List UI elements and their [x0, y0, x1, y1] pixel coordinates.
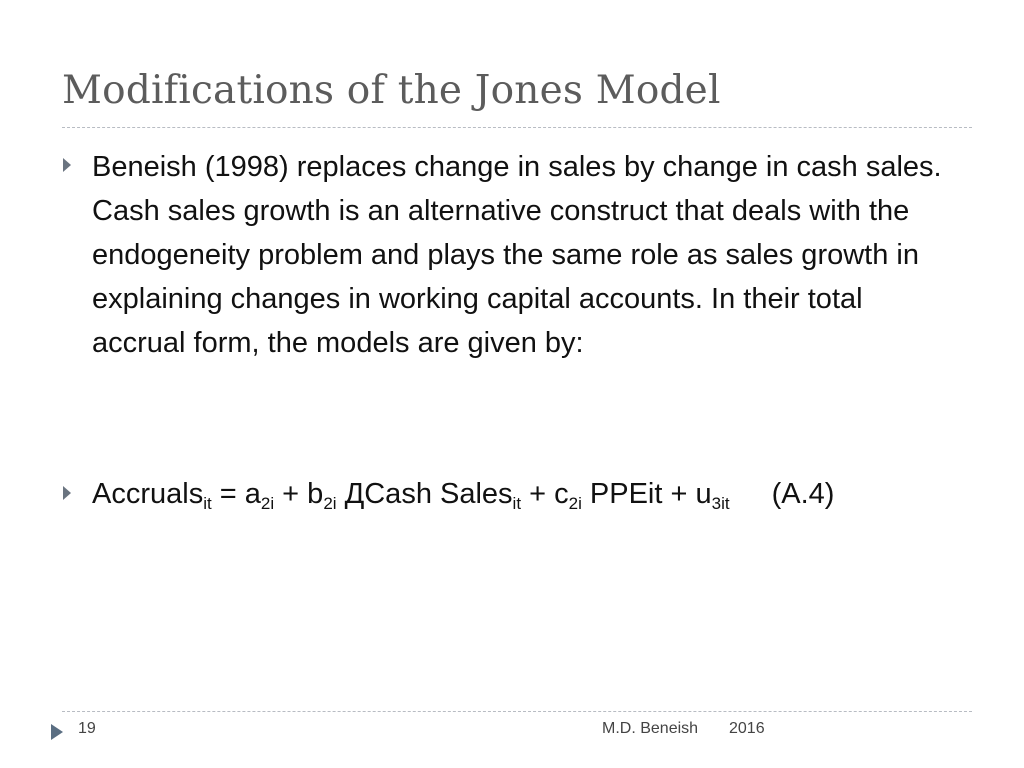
equation-term: + c — [521, 478, 569, 510]
footer-year: 2016 — [729, 720, 765, 737]
equation-term: + b — [274, 478, 324, 510]
title-divider — [62, 127, 972, 128]
bullet-arrow-icon — [62, 485, 72, 501]
equation-subscript: 3it — [711, 494, 730, 513]
equation-term: PPEit + u — [581, 478, 712, 510]
page-number: 19 — [78, 720, 96, 737]
equation-subscript: it — [512, 494, 522, 513]
equation-term: ДCash Sales — [336, 478, 513, 510]
slide-title: Modifications of the Jones Model — [62, 68, 721, 113]
equation-accruals: Accruals — [92, 478, 204, 510]
footer-divider — [62, 711, 972, 712]
footer-triangle-icon — [50, 723, 64, 746]
equation-line — [92, 472, 992, 516]
equation-subscript: 2i — [323, 494, 337, 513]
equation-subscript: 2i — [260, 494, 275, 513]
equation-number: (A.4) — [771, 478, 835, 510]
equation-term: = a — [211, 478, 261, 510]
bullet-text-1: Beneish (1998) replaces change in sales by change in cash sales. Cash sales growth is an alternative construct that deals with the endogeneity problem and plays the same role as sales growth in explaining changes in working capital accounts. In their total accrual form, the models are given by: — [92, 151, 942, 359]
bullet-arrow-icon — [62, 157, 72, 173]
footer-author: M.D. Beneish — [602, 720, 699, 737]
equation-subscript: 2i — [568, 494, 582, 513]
equation-subscript: it — [203, 494, 212, 513]
